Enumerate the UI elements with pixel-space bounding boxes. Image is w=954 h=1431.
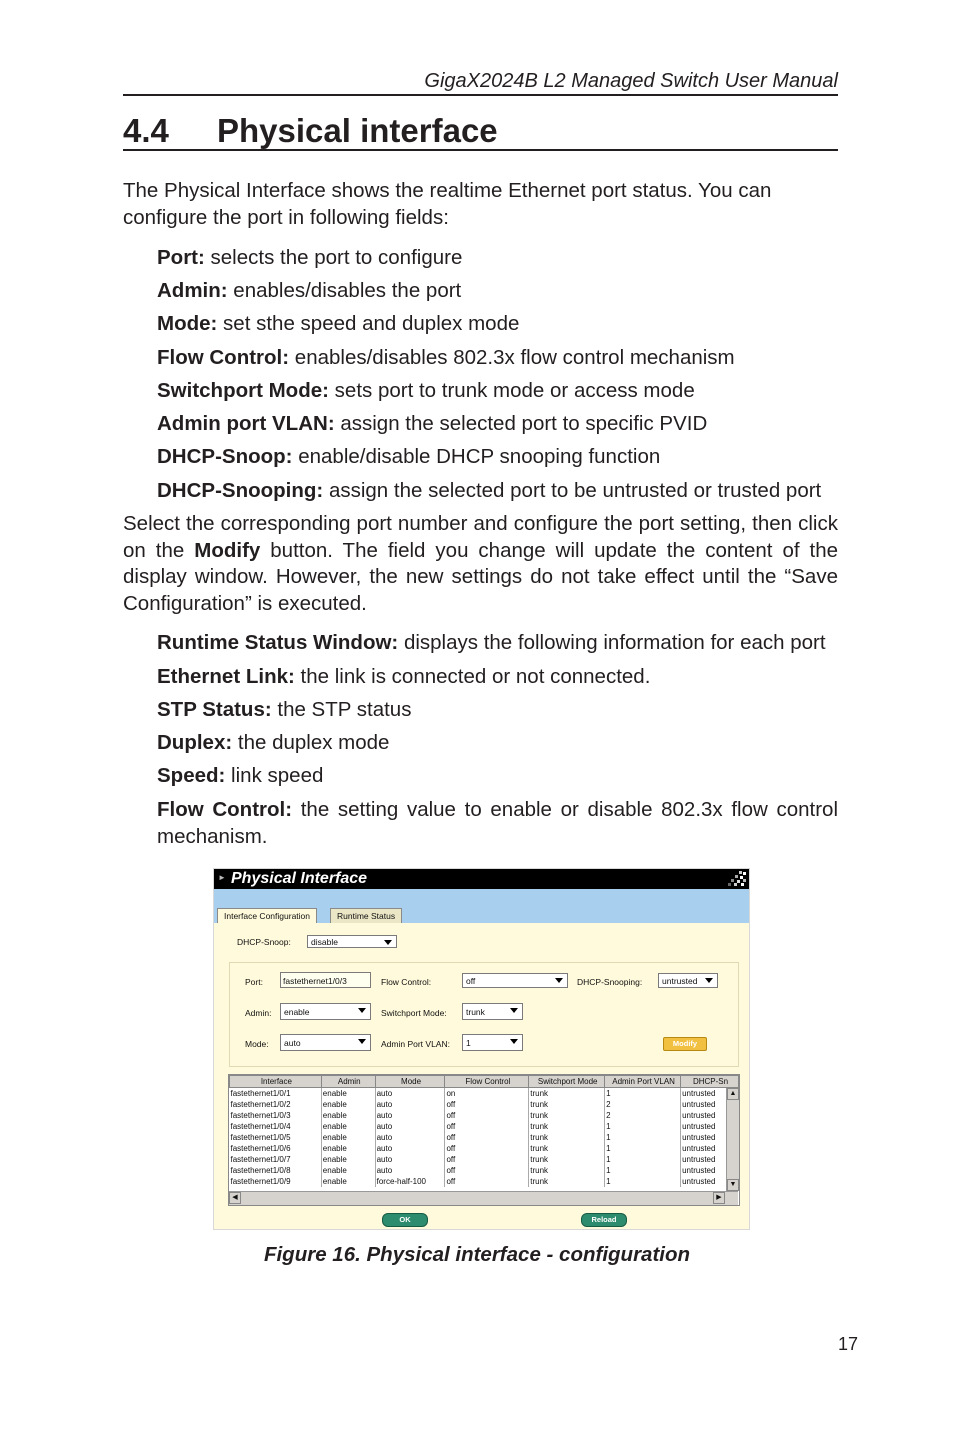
table-cell: trunk (529, 1088, 605, 1100)
flow-control-select[interactable]: off (462, 973, 568, 988)
runtime-desc: the duplex mode (232, 731, 390, 754)
field-desc: sets port to trunk mode or access mode (328, 379, 695, 402)
section-number: 4.4 (123, 112, 169, 149)
table-cell: enable (321, 1165, 375, 1176)
field-term: Flow Control: (157, 346, 290, 369)
table-cell: untrusted (681, 1121, 739, 1132)
intro-paragraph: The Physical Interface shows the realtime Ethernet port status. You can configure the port in following fields: (123, 179, 772, 229)
expand-arrow-icon: ► (218, 873, 226, 882)
field-item (157, 478, 821, 505)
port-input[interactable]: fastethernet1/0/3 (280, 972, 371, 988)
table-cell: untrusted (681, 1154, 739, 1165)
vertical-scrollbar[interactable] (726, 1088, 739, 1191)
table-cell: auto (375, 1121, 445, 1132)
table-cell: enable (321, 1099, 375, 1110)
runtime-item (157, 697, 411, 724)
runtime-item (157, 730, 389, 757)
table-cell: 2 (605, 1099, 681, 1110)
select-text-1: Select the corresponding port number and configure the port setting, then click on the (123, 512, 838, 562)
runtime-term: STP Status: (157, 698, 272, 721)
table-cell: 1 (605, 1154, 681, 1165)
table-cell: auto (375, 1154, 445, 1165)
switchport-mode-select[interactable]: trunk (462, 1003, 523, 1020)
table-cell: untrusted (681, 1132, 739, 1143)
table-cell: off (445, 1176, 529, 1187)
table-cell: fastethernet1/0/3 (230, 1110, 322, 1121)
col-header[interactable]: Interface (230, 1076, 322, 1088)
runtime-term: Ethernet Link: (157, 665, 295, 688)
field-term: Admin: (157, 279, 228, 302)
flow-control-label: Flow Control: (381, 977, 432, 987)
runtime-desc: link speed (225, 764, 324, 787)
table-cell: off (445, 1110, 529, 1121)
table-cell: enable (321, 1132, 375, 1143)
runtime-item (157, 664, 650, 691)
table-cell: fastethernet1/0/5 (230, 1132, 322, 1143)
table-cell: enable (321, 1088, 375, 1100)
table-cell: off (445, 1121, 529, 1132)
table-cell: untrusted (681, 1099, 739, 1110)
pixel-logo-icon (727, 871, 747, 887)
port-label: Port: (245, 977, 263, 987)
table-cell: enable (321, 1121, 375, 1132)
field-item (157, 444, 660, 471)
table-cell: 1 (605, 1165, 681, 1176)
col-header[interactable]: Admin (321, 1076, 375, 1088)
table-cell: enable (321, 1110, 375, 1121)
table-cell: fastethernet1/0/8 (230, 1165, 322, 1176)
physical-interface-screenshot (213, 868, 750, 1230)
table-cell: fastethernet1/0/9 (230, 1176, 322, 1187)
field-desc: set sthe speed and duplex mode (217, 312, 520, 335)
col-header[interactable]: Admin Port VLAN (605, 1076, 681, 1088)
table-cell: enable (321, 1154, 375, 1165)
table-cell: 1 (605, 1088, 681, 1100)
runtime-term: Duplex: (157, 731, 233, 754)
table-cell: auto (375, 1099, 445, 1110)
field-item (157, 378, 695, 405)
table-row[interactable] (230, 1132, 739, 1143)
runtime-term: Runtime Status Window: (157, 631, 399, 654)
table-row[interactable] (230, 1165, 739, 1176)
section-title: Physical interface (217, 112, 498, 149)
table-row[interactable] (230, 1121, 739, 1132)
table-cell: fastethernet1/0/7 (230, 1154, 322, 1165)
dhcp-snoop-select[interactable]: disable (307, 935, 397, 948)
table-cell: enable (321, 1143, 375, 1154)
horizontal-scrollbar[interactable] (229, 1191, 738, 1205)
col-header[interactable]: DHCP-Sn (681, 1076, 739, 1088)
admin-label: Admin: (245, 1008, 272, 1018)
runtime-term: Speed: (157, 764, 226, 787)
col-header[interactable]: Switchport Mode (529, 1076, 605, 1088)
admin-select[interactable]: enable (280, 1003, 371, 1020)
mode-label: Mode: (245, 1039, 269, 1049)
table-cell: untrusted (681, 1088, 739, 1100)
table-cell: fastethernet1/0/6 (230, 1143, 322, 1154)
table-row[interactable] (230, 1110, 739, 1121)
field-desc: assign the selected port to be untrusted or trusted port (323, 479, 822, 502)
table-cell: off (445, 1132, 529, 1143)
table-cell: auto (375, 1088, 445, 1100)
header-rule (123, 94, 838, 96)
field-term: Switchport Mode: (157, 379, 329, 402)
tab-runtime-status[interactable]: Runtime Status (330, 908, 402, 923)
field-desc: assign the selected port to specific PVID (334, 412, 708, 435)
scroll-down-icon[interactable]: ▼ (727, 1179, 739, 1191)
table-cell: auto (375, 1143, 445, 1154)
table-header-row (230, 1076, 739, 1088)
table-cell: untrusted (681, 1176, 739, 1187)
reload-button[interactable]: Reload (581, 1213, 627, 1227)
field-item (157, 345, 735, 372)
select-paragraph (123, 511, 838, 617)
table-cell: 1 (605, 1121, 681, 1132)
runtime-item (157, 763, 323, 790)
table-cell: auto (375, 1110, 445, 1121)
table-cell: untrusted (681, 1143, 739, 1154)
field-desc: selects the port to configure (204, 246, 463, 269)
table-cell: untrusted (681, 1165, 739, 1176)
table-cell: off (445, 1154, 529, 1165)
table-cell: trunk (529, 1176, 605, 1187)
table-row[interactable] (230, 1143, 739, 1154)
select-text-2: button. The field you change will update the content of the display window. However, the new settings do not take effect until the “Save Configuration” is executed. (123, 538, 839, 615)
field-term: DHCP-Snoop: (157, 445, 293, 468)
field-item (157, 278, 461, 305)
runtime-term: Flow Control: (157, 798, 293, 821)
dhcp-snooping-label: DHCP-Snooping: (577, 977, 643, 987)
table-cell: enable (321, 1176, 375, 1187)
dhcp-snoop-label: DHCP-Snoop: (237, 937, 291, 947)
field-term: DHCP-Snooping: (157, 479, 324, 502)
table-cell: fastethernet1/0/1 (230, 1088, 322, 1100)
runtime-desc: the STP status (271, 698, 412, 721)
admin-port-vlan-label: Admin Port VLAN: (381, 1039, 450, 1049)
runtime-item (157, 797, 838, 850)
table-cell: auto (375, 1132, 445, 1143)
figure-caption: Figure 16. Physical interface - configuration (263, 1243, 691, 1266)
table-cell: force-half-100 (375, 1176, 445, 1187)
table-cell: trunk (529, 1110, 605, 1121)
table-cell: fastethernet1/0/4 (230, 1121, 322, 1132)
scroll-right-icon[interactable]: ▶ (713, 1192, 725, 1204)
field-item (157, 311, 519, 338)
table-cell: trunk (529, 1121, 605, 1132)
runtime-desc: displays the following information for each port (398, 631, 826, 654)
section-heading (123, 112, 498, 150)
table-cell: untrusted (681, 1110, 739, 1121)
table-cell: trunk (529, 1154, 605, 1165)
table-row[interactable] (230, 1176, 739, 1187)
window-titlebar (214, 869, 749, 889)
field-desc: enables/disables the port (227, 279, 462, 302)
runtime-desc: the link is connected or not connected. (294, 665, 651, 688)
table-cell: 1 (605, 1132, 681, 1143)
table-cell: auto (375, 1165, 445, 1176)
dhcp-snooping-select[interactable]: untrusted (658, 973, 718, 988)
tab-interface-configuration[interactable]: Interface Configuration (217, 908, 317, 923)
table-cell: off (445, 1099, 529, 1110)
port-status-table (229, 1075, 739, 1187)
running-header: GigaX2024B L2 Managed Switch User Manual (424, 70, 838, 92)
table-row[interactable] (230, 1088, 739, 1100)
ok-button[interactable]: OK (382, 1213, 428, 1227)
table-cell: trunk (529, 1143, 605, 1154)
table-cell: off (445, 1143, 529, 1154)
field-term: Admin port VLAN: (157, 412, 335, 435)
modify-button[interactable]: Modify (663, 1037, 707, 1051)
table-cell: on (445, 1088, 529, 1100)
table-cell: trunk (529, 1132, 605, 1143)
field-term: Port: (157, 246, 205, 269)
col-header[interactable]: Mode (375, 1076, 445, 1088)
table-row[interactable] (230, 1099, 739, 1110)
runtime-desc: the setting value to enable or disable 802.3x flow control mechanism. (157, 798, 838, 848)
table-cell: trunk (529, 1099, 605, 1110)
field-item (157, 245, 462, 272)
modify-term: Modify (194, 538, 261, 562)
table-cell: 1 (605, 1143, 681, 1154)
table-cell: 1 (605, 1176, 681, 1187)
field-desc: enables/disables 802.3x flow control mechanism (289, 346, 735, 369)
scroll-up-icon[interactable]: ▲ (727, 1088, 739, 1100)
table-cell: 2 (605, 1110, 681, 1121)
table-cell: off (445, 1165, 529, 1176)
switchport-mode-label: Switchport Mode: (381, 1008, 447, 1018)
mode-select[interactable]: auto (280, 1034, 371, 1051)
col-header[interactable]: Flow Control (445, 1076, 529, 1088)
window-title: Physical Interface (231, 870, 368, 887)
table-cell: fastethernet1/0/2 (230, 1099, 322, 1110)
scroll-left-icon[interactable]: ◀ (229, 1192, 241, 1204)
table-cell: trunk (529, 1165, 605, 1176)
page-number: 17 (837, 1334, 858, 1354)
runtime-item (157, 630, 826, 657)
field-item (157, 411, 707, 438)
field-term: Mode: (157, 312, 218, 335)
field-desc: enable/disable DHCP snooping function (292, 445, 661, 468)
heading-rule (123, 149, 838, 151)
port-status-table-wrap (228, 1074, 740, 1206)
table-row[interactable] (230, 1154, 739, 1165)
admin-port-vlan-select[interactable]: 1 (462, 1034, 523, 1051)
